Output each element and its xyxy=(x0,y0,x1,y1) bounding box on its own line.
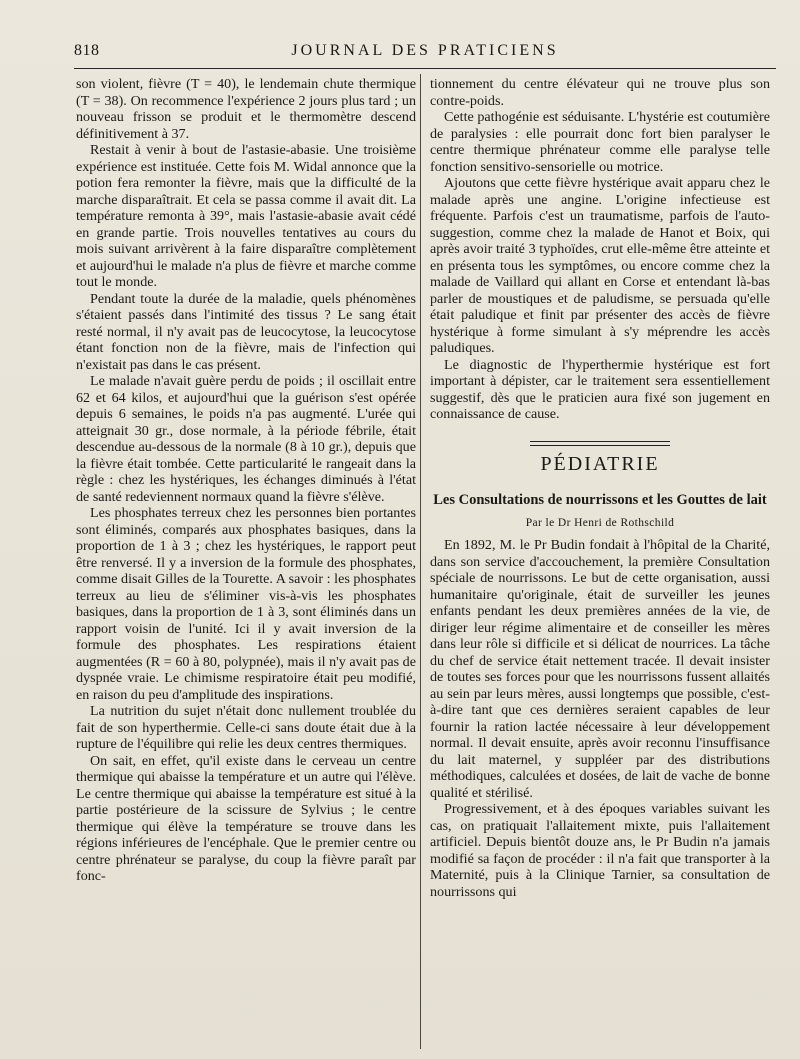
journal-title: JOURNAL DES PRATICIENS xyxy=(291,42,559,59)
page-header xyxy=(74,42,776,64)
paragraph: Le malade n'avait guère perdu de poids ; il oscillait entre 62 et 64 kilos, et aujourd'hui que la guérison s'est opérée depuis 6 semaines, le poids n'a pas augmenté. L'urée qui atteignait 30 gr., dose normale, à la période fébrile, était descendue au-dessous de la normale (8 à 10 gr.), depuis que la fièvre était tombée. Cette particularité le rangeait dans la règle : chez les hystériques, les échanges diminués à l'état de santé redeviennent normaux quand la fièvre s'élève. xyxy=(76,373,416,505)
left-column xyxy=(76,76,416,885)
paragraph: Pendant toute la durée de la maladie, quels phénomènes s'étaient passés dans l'intimité des tissus ? Le sang était resté normal, il n'y avait pas de leucocytose, la leucocytose étant fonction non de la fièvre, mais de l'infection qui n'existait pas dans le cas présent. xyxy=(76,290,416,373)
paragraph: Les phosphates terreux chez les personnes bien portantes sont éliminés, comparés aux phosphates basiques, dans la proportion de 1 à 3 ; chez les hystériques, le rapport peut être renversé. Il y a inversion de la formule des phosphates, comme disait Gilles de la Tourette. A savoir : les phosphates terreux au lieu de s'éliminer vis-à-vis les phosphates basiques, dans la proportion de 1 à 3, sont éliminés dans un rapport voisin de l'unité. Ici il y avait inversion de la formule des phosphates. Les respirations étaient augmentées (R = 60 à 80, polypnée), mais il n'y avait pas de dyspnée vraie. Le chimisme respiratoire était peu modifié, en raison du peu d'amplitude des inspirations. xyxy=(76,505,416,703)
paragraph: Progressivement, et à des époques variables suivant les cas, on pratiquait l'allaitement mixte, puis l'allaitement artificiel. Depuis bientôt douze ans, le Pr Budin n'a jamais modifié sa façon de procéder : il n'a fait que transporter à la Maternité, puis à la Clinique Tarnier, sa consultation de nourrissons qui xyxy=(430,801,770,900)
paragraph: La nutrition du sujet n'était donc nullement troublée du fait de son hyperthermie. Celle-ci sans doute était due à la rupture de l'équilibre qui relie les deux centres thermiques. xyxy=(76,703,416,752)
section-rule xyxy=(530,441,670,446)
paragraph: Restait à venir à bout de l'astasie-abasie. Une troisième expérience est instituée. Cette fois M. Widal annonce que la potion fera remonter la fièvre, mais que la difficulté de la marche disparaîtrait. Et cela se passa comme il avait dit. La température remonta à 39°, mais l'astasie-abasie avait cédé en grande partie. Trois nouvelles tentatives au cours du mois suivant arrivèrent à la faire disparaître complètement et aujourd'hui le malade n'a plus de fièvre et marche comme tout le monde. xyxy=(76,142,416,290)
paragraph: Le diagnostic de l'hyperthermie hystérique est fort important à dépister, car le traitement sera essentiellement suggestif, dès que le praticien aura fixé son jugement en connaissance de cause. xyxy=(430,356,770,422)
paragraph: Cette pathogénie est séduisante. L'hystérie est coutumière de paralysies : elle pourrait donc fort bien paralyser le centre thermique phrénateur comme elle paralyse telle fonction sensitivo-sensorielle ou motrice. xyxy=(430,109,770,175)
right-column xyxy=(430,76,770,900)
header-rule xyxy=(74,68,776,69)
article-title: Les Consultations de nourrissons et les Gouttes de lait xyxy=(433,492,767,508)
paragraph: Ajoutons que cette fièvre hystérique avait apparu chez le malade après une angine. L'origine infectieuse est fréquente. Parfois c'est un traumatisme, parfois de l'auto-suggestion, comme chez la malade de Hanot et Boix, qui après avoir traité 3 typhoïdes, crut elle-même être atteinte et en présenta tous les symptômes, ou encore comme chez la malade de Vaillard qui allant en Corse et entendant là-bas parler de moustiques et de paludisme, se persuada qu'elle était paludique et finit par présenter des accès de fièvre hystérique à forme simulant à s'y méprendre les accès paludiques. xyxy=(430,175,770,356)
paragraph: On sait, en effet, qu'il existe dans le cerveau un centre thermique qui abaisse la température et un autre qui l'élève. Le centre thermique qui abaisse la température est situé à la partie postérieure de la scissure de Sylvius ; le centre thermique qui élève la température se trouve dans les régions inférieures de l'encéphale. Que le premier centre ou centre phrénateur se paralyse, du coup la fièvre paraît par fonc- xyxy=(76,752,416,884)
page-number: 818 xyxy=(74,42,100,59)
paragraph: En 1892, M. le Pr Budin fondait à l'hôpital de la Charité, dans son service d'accouchement, la première Consultation spéciale de nourrissons. Le but de cette organisation, aussi humanitaire qu'originale, était de surveiller les jeunes enfants pendant les deux premières années de la vie, de diriger leur régime alimentaire et de conseiller les mères dans leur rôle si difficile et si délicat de nourrices. La tâche du chef de service était nettement tracée. Il devait insister de toutes ses forces pour que les nourrissons fussent allaités au sein par leurs mères, aussi longtemps que possible, c'est-à-dire tant que ces dernières seraient capables de leur fournir la ration lactée nécessaire à leur développement normal. Il devait ensuite, après avoir reconnu l'insuffisance du lait maternel, y suppléer par des distributions méthodiques, calculées et dosées, de lait de vache de bonne qualité et stérilisé. xyxy=(430,537,770,801)
paragraph: tionnement du centre élévateur qui ne trouve plus son contre-poids. xyxy=(430,76,770,109)
column-divider xyxy=(420,74,421,1049)
paragraph: son violent, fièvre (T = 40), le lendemain chute thermique (T = 38). On recommence l'expérience 2 jours plus tard ; un nouveau frisson se produit et le thermomètre descend définitivement à 37. xyxy=(76,76,416,142)
article-byline: Par le Dr Henri de Rothschild xyxy=(525,516,675,529)
section-title: PÉDIATRIE xyxy=(540,452,660,475)
